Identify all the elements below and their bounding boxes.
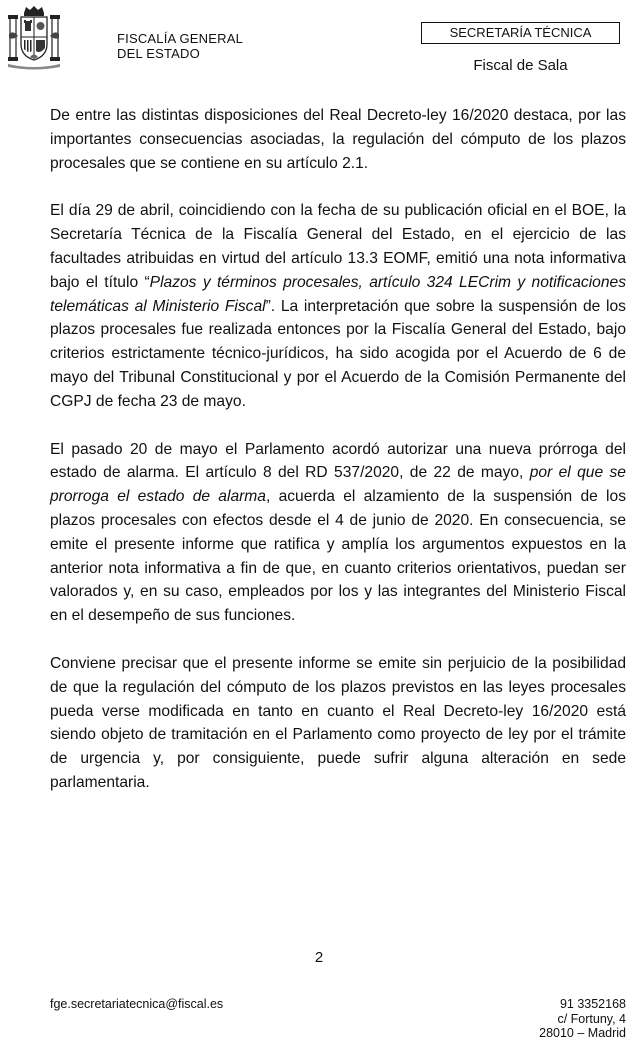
paragraph-1: De entre las distintas disposiciones del Real Decreto-ley 16/2020 destaca, por las importantes consecuencias asociadas, la regulación del cómputo de los plazos procesales que se contiene en su artículo 2.1. <box>50 107 626 172</box>
page-number: 2 <box>314 949 324 966</box>
document-body <box>50 104 626 819</box>
paragraph-2 <box>50 199 626 413</box>
decree-title: por el que se prorroga el estado de alarma <box>50 464 626 506</box>
note-title: Plazos y términos procesales, artículo 324 LECrim y notificaciones telemáticas al Ministerio Fiscal <box>50 273 626 315</box>
department-label-box: SECRETARÍA TÉCNICA <box>421 22 620 44</box>
organization-name <box>117 31 243 61</box>
footer-phone: 91 3352168 <box>559 997 626 1011</box>
page-header <box>0 0 638 95</box>
footer-street: c/ Fortuny, 4 <box>557 1011 626 1026</box>
paragraph-4: Conviene precisar que el presente informe se emite sin perjuicio de la posibilidad de que la regulación del cómputo de los plazos previstos en las leyes procesales pueda verse modificada en tanto en cuanto el Real Decreto-ley 16/2020 está siendo objeto de tramitación en el Parlamento como proyecto de ley por el trámite de urgencia y, por consiguiente, puede sufrir alguna alteración en sede parlamentaria. <box>50 654 626 791</box>
footer-city: 28010 – Madrid <box>539 1026 626 1040</box>
role-label: Fiscal de Sala <box>473 57 568 74</box>
footer-email: fge.secretariatecnica@fiscal.es <box>50 997 224 1011</box>
footer-address <box>539 997 626 1041</box>
paragraph-2-text-b: ”. La interpretación que sobre la suspensión de los plazos procesales fue realizada entonces por la Fiscalía General del Estado, bajo criterios estrictamente técnico-jurídicos, ha sido acogida por el Acuerdo de 6 de mayo del Tribunal Constitucional y por el Acuerdo de la Comisión Permanente del CGPJ de fecha 23 de mayo. <box>50 297 626 410</box>
paragraph-3-text-a: El pasado 20 de mayo el Parlamento acordó autorizar una nueva prórroga del estado de alarma. El artículo 8 del RD 537/2020, de 22 de mayo, <box>50 440 626 482</box>
paragraph-3-text-b: , acuerda el alzamiento de la suspensión de los plazos procesales con efectos desde el 4 de junio de 2020. En consecuencia, se emite el presente informe que ratifica y amplía los argumentos expuestos en la anterior nota informativa a fin de que, en cuanto criterios orientativos, puedan ser valorados y, en su caso, empleados por los y las integrantes del Ministerio Fiscal en el desempeño de sus funciones. <box>50 488 626 625</box>
organization-name-line2: DEL ESTADO <box>117 46 200 61</box>
paragraph-2-text-a: El día 29 de abril, coincidiendo con la fecha de su publicación oficial en el BOE, la Secretaría Técnica de la Fiscalía General del Estado, en el ejercicio de las facultades atribuidas en virtud del artículo 13.3 EOMF, emitió una nota informativa bajo el título “ <box>50 202 626 291</box>
coat-of-arms-logo <box>6 4 62 70</box>
paragraph-3 <box>50 438 626 628</box>
organization-name-line1: FISCALÍA GENERAL <box>117 31 244 46</box>
